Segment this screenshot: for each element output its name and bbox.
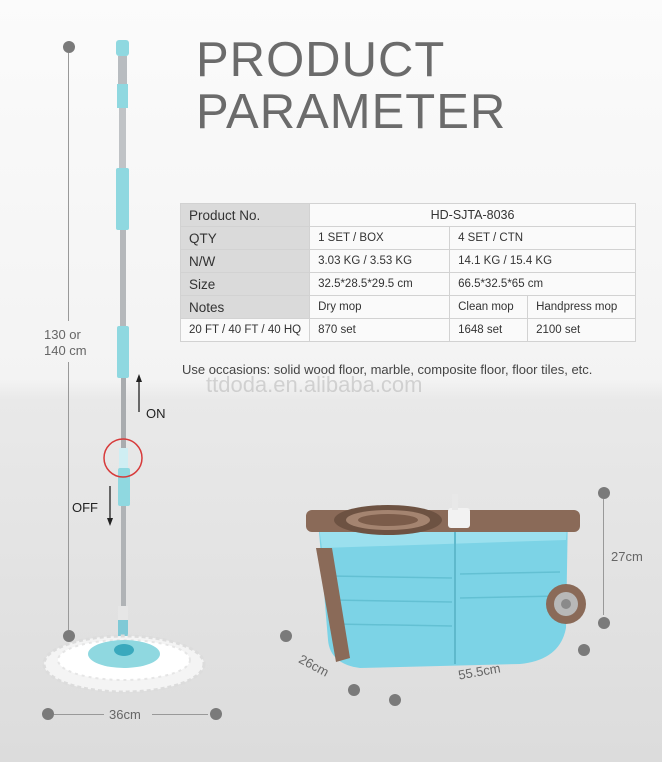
bucket-height-bottom-dot (598, 617, 610, 629)
width-dim-left-dot (42, 708, 54, 720)
height-dim-top-dot (63, 41, 75, 53)
page-title-line1: PRODUCT (196, 33, 446, 87)
nw-value-2: 14.1 KG / 15.4 KG (450, 250, 636, 273)
size-value-2: 66.5*32.5*65 cm (450, 273, 636, 296)
bucket-length-label: 55.5cm (457, 660, 502, 683)
table-row (181, 204, 636, 227)
container-value-1: 870 set (310, 319, 450, 342)
nw-label: N/W (181, 250, 310, 273)
container-label: 20 FT / 40 FT / 40 HQ (181, 319, 310, 342)
page-title-line2: PARAMETER (196, 85, 507, 139)
off-label: OFF (72, 500, 98, 515)
product-no-label: Product No. (181, 204, 310, 227)
bucket-depth-label: 26cm (296, 651, 332, 680)
table-row (181, 250, 636, 273)
usage-occasions: Use occasions: solid wood floor, marble, composite floor, floor tiles, etc. (182, 362, 593, 377)
mop-width-label: 36cm (109, 707, 141, 722)
table-row (181, 227, 636, 250)
height-dim-line (68, 53, 69, 321)
bucket-length-right-dot (578, 644, 590, 656)
height-dim-bottom-dot (63, 630, 75, 642)
height-dim-label-2: 140 cm (44, 343, 87, 358)
notes-value-2: Clean mop (450, 296, 528, 319)
width-dim-line-left (54, 714, 104, 715)
size-label: Size (181, 273, 310, 296)
product-no-value: HD-SJTA-8036 (310, 204, 636, 227)
watermark: ttdoda.en.alibaba.com (206, 372, 423, 397)
table-row (181, 273, 636, 296)
width-dim-right-dot (210, 708, 222, 720)
bucket-length-left-dot (389, 694, 401, 706)
notes-label: Notes (181, 296, 310, 319)
width-dim-line-right (152, 714, 208, 715)
bucket-height-label: 27cm (611, 549, 643, 564)
bucket-illustration (306, 494, 586, 668)
bucket-height-line (603, 499, 604, 615)
height-dim-line-lower (68, 362, 69, 630)
bucket-depth-top-dot (280, 630, 292, 642)
size-value-1: 32.5*28.5*29.5 cm (310, 273, 450, 296)
bucket-depth-bottom-dot (348, 684, 360, 696)
container-value-3: 2100 set (528, 319, 636, 342)
nw-value-1: 3.03 KG / 3.53 KG (310, 250, 450, 273)
on-label: ON (146, 406, 166, 421)
notes-value-3: Handpress mop (528, 296, 636, 319)
table-row (181, 319, 636, 342)
parameter-table (180, 203, 636, 342)
notes-value-1: Dry mop (310, 296, 450, 319)
qty-label: QTY (181, 227, 310, 250)
container-value-2: 1648 set (450, 319, 528, 342)
height-dim-label-1: 130 or (44, 327, 81, 342)
table-row (181, 296, 636, 319)
qty-value-2: 4 SET / CTN (450, 227, 636, 250)
qty-value-1: 1 SET / BOX (310, 227, 450, 250)
bucket-height-top-dot (598, 487, 610, 499)
